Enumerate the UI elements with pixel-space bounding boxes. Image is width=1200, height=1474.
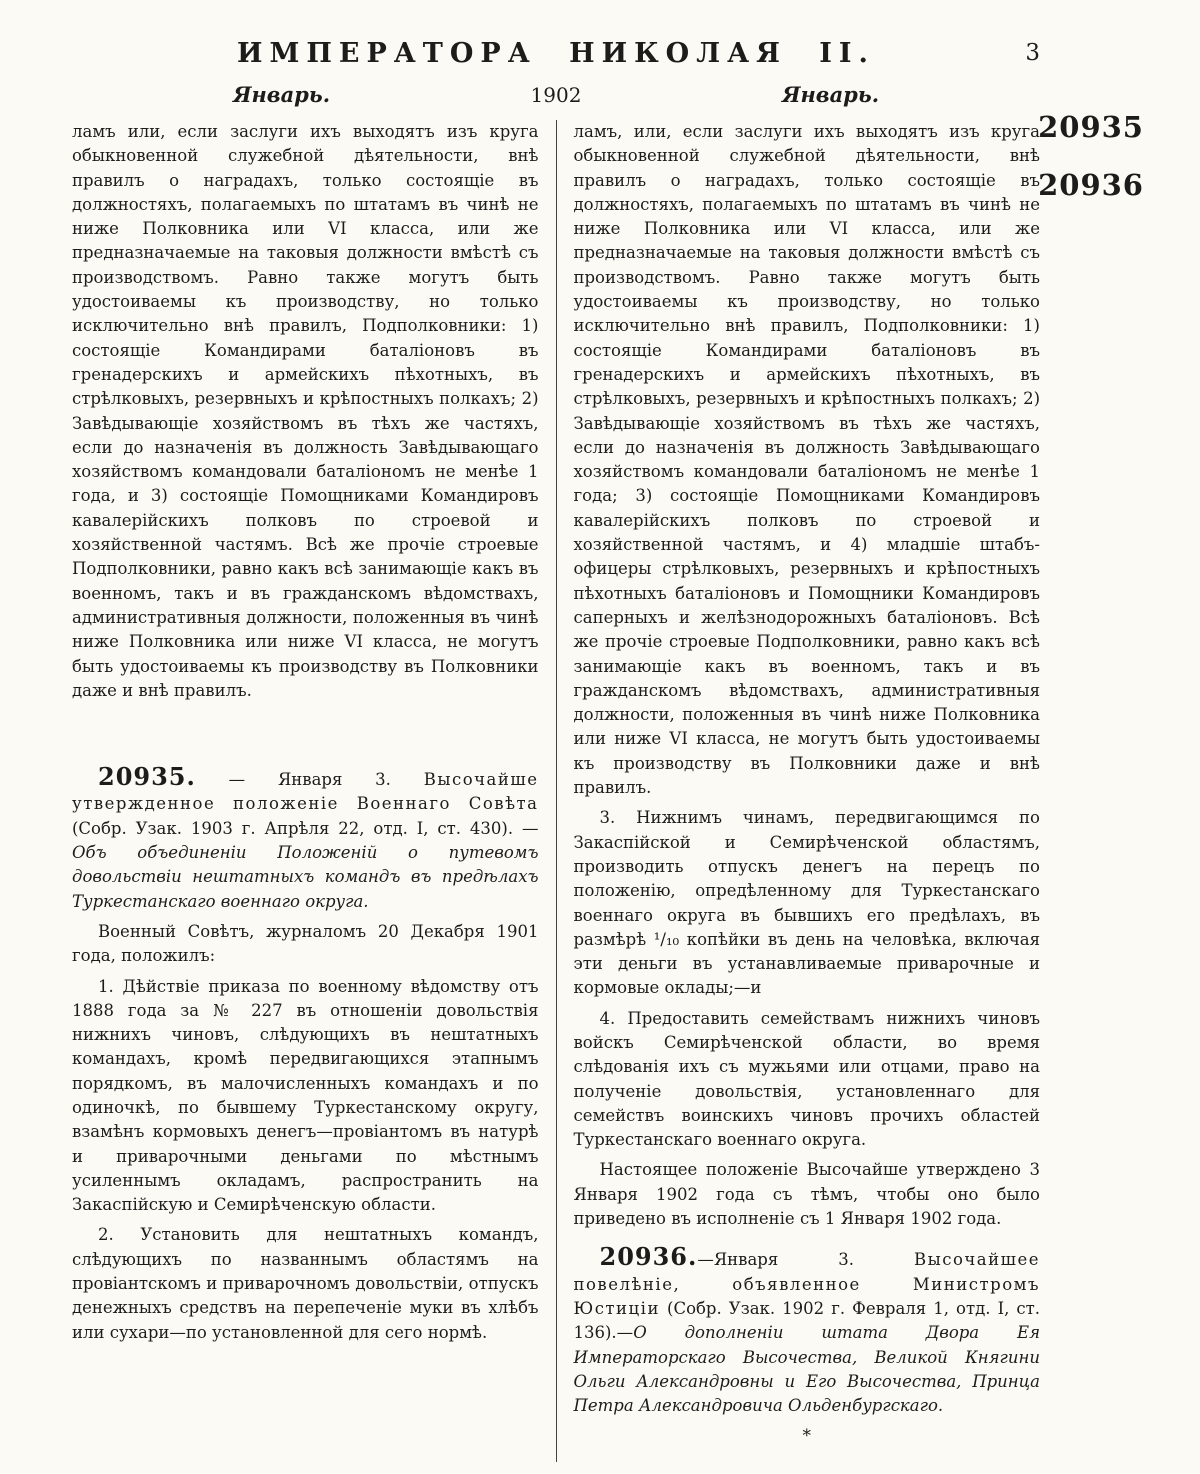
- paragraph-point-1: 1. Дѣйствіе приказа по военному вѣдомству отъ 1888 года за № 227 въ отношеніи довольствія нижнихъ чиновъ, слѣдующихъ въ нештатныхъ командахъ, кромѣ передвигающихся этапнымъ порядкомъ, въ малочисленныхъ командахъ и по одиночкѣ, по бывшему Туркестанскому округу, взамѣнъ кормовыхъ денегъ—провіантомъ въ натурѣ и приварочными деньгами по мѣстнымъ усиленнымъ окладамъ, распространить на Закаспійскую и Семирѣченскую области.: [72, 976, 539, 1215]
- margin-number-20935: 20935: [1038, 110, 1144, 144]
- footnote-asterisk: *: [802, 1426, 811, 1447]
- article-20936-date: Января 3.: [713, 1250, 914, 1270]
- article-20936-head-text: Высочайшее повелѣніе, объявленное Министромъ Юстиціи: [573, 1250, 1040, 1318]
- paragraph-point-3: 3. Нижнимъ чинамъ, передвигающимся по Закаспійской и Семирѣченской областямъ, производить отпускъ денегъ на перецъ по положенію, опредѣленному для Туркестанскаго военнаго округа въ бывшихъ его предѣлахъ, въ размѣрѣ ¹/₁₀ копѣйки въ день на человѣка, включая эти деньги въ устанавливаемые приварочные и кормовые оклады;—и: [573, 808, 1040, 998]
- page-header: [72, 38, 1040, 69]
- paragraph-point-2: 2. Установить для нештатныхъ командъ, слѣдующихъ по названнымъ областямъ на провіантскомъ и приварочномъ довольствіи, отпускъ денежныхъ средствъ на перепеченіе муки въ хлѣбъ или сухари—по установленной для сего нормѣ.: [72, 1225, 539, 1342]
- right-column: [557, 120, 1041, 1462]
- text-columns: [72, 120, 1040, 1462]
- page-title: ИМПЕРАТОРА НИКОЛАЯ II.: [237, 38, 875, 69]
- article-20935-title-italic: Объ объединеніи Положеній о путевомъ довольствіи нештатныхъ командъ въ предѣлахъ Туркестанскаго военнаго округа.: [72, 843, 539, 911]
- article-20936-heading: [573, 1242, 1041, 1418]
- article-20935-date: Января 3.: [277, 770, 424, 790]
- running-head-month-right: Январь.: [781, 82, 880, 107]
- paragraph-approval: Настоящее положеніе Высочайше утверждено 3 Января 1902 года съ тѣмъ, чтобы оно было приведено въ исполненіе съ 1 Января 1902 года.: [573, 1160, 1040, 1229]
- article-20935-head-text: Высочайше утвержденное положеніе Военнаго Совѣта: [72, 770, 539, 814]
- article-20935-heading: [72, 762, 539, 914]
- running-head: [72, 82, 1040, 107]
- paragraph-council-intro: Военный Совѣтъ, журналомъ 20 Декабря 1901 года, положилъ:: [72, 921, 539, 966]
- page-number: 3: [1025, 40, 1040, 66]
- article-20936-dash: —: [697, 1250, 714, 1270]
- left-column: [72, 120, 557, 1462]
- running-head-year: 1902: [530, 83, 582, 107]
- running-head-month-left: Январь.: [232, 82, 331, 107]
- article-20936-number: 20936.: [599, 1242, 698, 1272]
- article-20936-title-italic: О дополненіи штата Двора Ея Императорскаго Высочества, Великой Княгини Ольги Александровны и Его Высочества, Принца Петра Александровича Ольденбургскаго.: [573, 1323, 1040, 1416]
- paragraph-point-4: 4. Предоставить семействамъ нижнихъ чиновъ войскъ Семирѣченской области, во время слѣдованія ихъ съ мужьями или отцами, право на полученіе довольствія, установленнаго для семействъ воинскихъ чиновъ прочихъ областей Туркестанскаго военнаго округа.: [573, 1008, 1040, 1150]
- article-20935-number: 20935.: [98, 762, 196, 792]
- paragraph-continuation-right: ламъ, или, если заслуги ихъ выходятъ изъ круга обыкновенной служебной дѣятельности, внѣ правилъ о наградахъ, только состоящіе въ должностяхъ, полагаемыхъ по штатамъ въ чинѣ не ниже Полковника или VI класса, или же предназначаемые на таковыя должности вмѣстѣ съ производствомъ. Равно также могутъ быть удостоиваемы къ производству, но только исключительно внѣ правилъ, Подполковники: 1) состоящіе Командирами баталіоновъ въ гренадерскихъ и армейскихъ пѣхотныхъ, въ стрѣлковыхъ, резервныхъ и крѣпостныхъ полкахъ; 2) Завѣдывающіе хозяйствомъ въ тѣхъ же частяхъ, если до назначенія въ должность Завѣдывающаго хозяйствомъ командовали баталіономъ не менѣе 1 года; 3) состоящіе Помощниками Командировъ кавалерійскихъ полковъ по строевой и хозяйственной частямъ, и 4) младшіе штабъ-офицеры стрѣлковыхъ, резервныхъ и крѣпостныхъ пѣхотныхъ баталіоновъ и Помощники Командировъ саперныхъ и желѣзнодорожныхъ баталіоновъ. Всѣ же прочіе строевые Подполковники, равно какъ всѣ занимающіе какъ въ военномъ, такъ и въ гражданскомъ вѣдомствахъ, административныя должности, положенныя въ чинѣ ниже Полковника или ниже VI класса, не могутъ быть удостоиваемы къ производству въ Полковники даже и внѣ правилъ.: [573, 122, 1040, 798]
- article-20936-reference: (Собр. Узак. 1902 г. Февраля 1, отд. I, ст. 136).—: [573, 1298, 1040, 1343]
- article-20935-reference: (Собр. Узак. 1903 г. Апрѣля 22, отд. I, ст. 430). —: [72, 818, 539, 838]
- paragraph-continuation-left: ламъ или, если заслуги ихъ выходятъ изъ круга обыкновенной служебной дѣятельности, внѣ правилъ о наградахъ, только состоящіе въ должностяхъ, полагаемыхъ по штатамъ въ чинѣ не ниже Полковника или VI класса, или же предназначаемые на таковыя должности вмѣстѣ съ производствомъ. Равно также могутъ быть удостоиваемы къ производству, но только исключительно внѣ правилъ, Подполковники: 1) состоящіе Командирами баталіоновъ въ гренадерскихъ и армейскихъ пѣхотныхъ, въ стрѣлковыхъ, резервныхъ и крѣпостныхъ полкахъ; 2) Завѣдывающіе хозяйствомъ въ тѣхъ же частяхъ, если до назначенія въ должность Завѣдывающаго хозяйствомъ командовали баталіономъ не менѣе 1 года, и 3) состоящіе Помощниками Командировъ кавалерійскихъ полковъ по строевой и хозяйственной частямъ. Всѣ же прочіе строевые Подполковники, равно какъ всѣ занимающіе какъ въ военномъ, такъ и въ гражданскомъ вѣдомствахъ, административныя должности, положенныя въ чинѣ ниже Полковника или ниже VI класса, не могутъ быть удостоиваемы къ производству въ Полковники даже и внѣ правилъ.: [72, 122, 539, 700]
- article-20935-dash: —: [195, 770, 278, 790]
- margin-number-20936: 20936: [1038, 168, 1144, 202]
- margin-article-numbers: [1038, 110, 1144, 226]
